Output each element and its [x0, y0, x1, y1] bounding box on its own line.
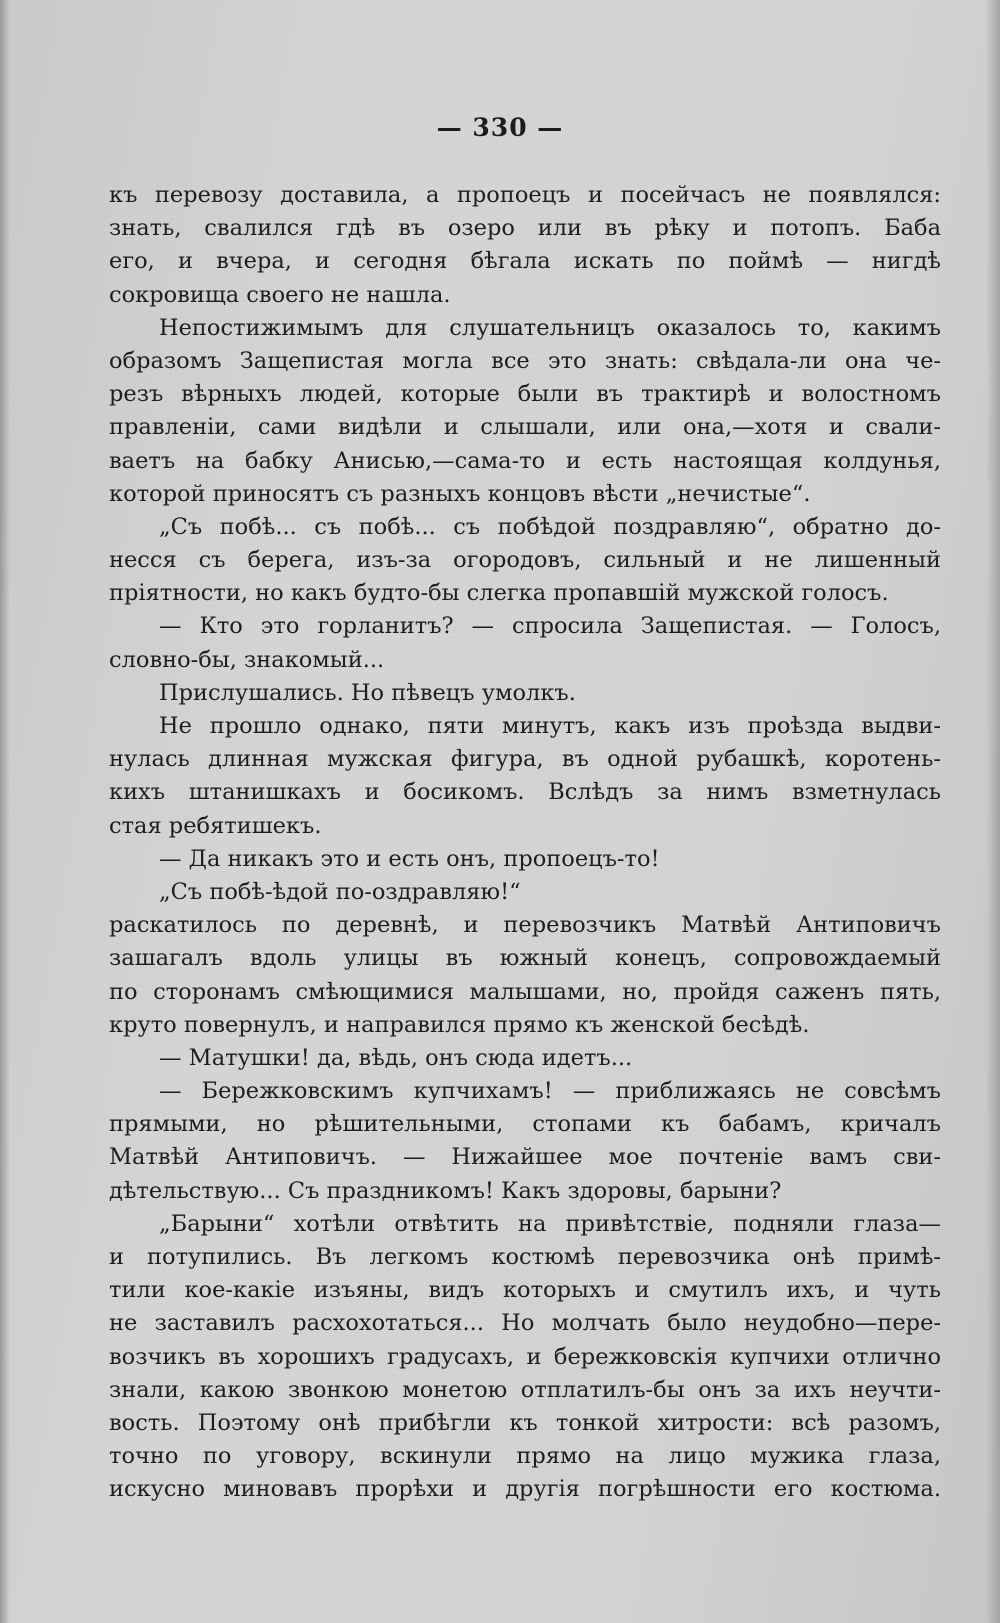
text-line: „Съ побѣ... съ побѣ... съ побѣдой поздравляю“, обратно до-	[159, 513, 941, 540]
page-shadow-right	[986, 0, 1000, 1623]
text-line: точно по уговору, вскинули прямо на лицо мужика глаза,	[109, 1443, 941, 1470]
text-line: резъ вѣрныхъ людей, которые были въ трактирѣ и волостномъ	[109, 381, 941, 408]
text-line: — Кто это горланитъ? — спросила Защепистая. — Голосъ,	[159, 613, 941, 640]
text-line: возчикъ въ хорошихъ градусахъ, и бережковскія купчихи отлично	[109, 1343, 941, 1370]
text-line: Прислушались. Но пѣвецъ умолкъ.	[159, 679, 576, 706]
text-line: раскатилось по деревнѣ, и перевозчикъ Матвѣй Антиповичъ	[109, 912, 941, 939]
text-line: его, и вчера, и сегодня бѣгала искать по поймѣ — нигдѣ	[109, 248, 941, 275]
text-line: Не прошло однако, пяти минутъ, какъ изъ проѣзда выдви-	[159, 713, 941, 739]
text-line: стая ребятишекъ.	[109, 812, 322, 839]
text-line: сокровища своего не нашла.	[109, 281, 451, 308]
text-line: несся съ берега, изъ-за огородовъ, сильный и не лишенный	[109, 547, 941, 574]
text-line: которой приносятъ съ разныхъ концовъ вѣсти „нечистые“.	[109, 480, 811, 507]
text-line: Матвѣй Антиповичъ. — Нижайшее мое почтеніе вамъ сви-	[109, 1144, 941, 1171]
text-line: Непостижимымъ для слушательницъ оказалось то, какимъ	[159, 314, 941, 341]
text-line: не заставилъ расхохотаться... Но молчать было неудобно—пере-	[109, 1310, 941, 1337]
text-line: знать, свалился гдѣ въ озеро или въ рѣку и потопъ. Баба	[109, 215, 941, 242]
page-number: — 330 —	[436, 113, 564, 142]
text-line: зашагалъ вдоль улицы въ южный конецъ, сопровождаемый	[109, 945, 941, 972]
text-line: знали, какою звонкою монетою отплатилъ-бы онъ за ихъ неучти-	[109, 1376, 941, 1403]
text-line: пріятности, но какъ будто-бы слегка пропавшій мужской голосъ.	[109, 580, 889, 607]
text-line: круто повернулъ, и направился прямо къ женской бесѣдѣ.	[109, 1011, 810, 1038]
text-line: ваетъ на бабку Анисью,—сама-то и есть настоящая колдунья,	[109, 447, 941, 474]
text-line: — Да никакъ это и есть онъ, пропоецъ-то!	[159, 845, 660, 872]
text-line: — Матушки! да, вѣдь, онъ сюда идетъ...	[159, 1044, 633, 1071]
text-line: правленіи, сами видѣли и слышали, или она,—хотя и свали-	[109, 414, 941, 441]
text-line: нулась длинная мужская фигура, въ одной рубашкѣ, коротень-	[109, 746, 941, 773]
text-line: дѣтельствую... Съ праздникомъ! Какъ здоровы, барыни?	[109, 1177, 782, 1204]
text-line: „Барыни“ хотѣли отвѣтить на привѣтствіе, подняли глаза—	[159, 1210, 941, 1237]
text-line: словно-бы, знакомый...	[109, 646, 385, 673]
text-line: образомъ Защепистая могла все это знать: свѣдала-ли она че-	[109, 347, 941, 374]
page-shadow-left	[0, 0, 10, 1623]
text-line: кихъ штанишкахъ и босикомъ. Вслѣдъ за нимъ взметнулась	[109, 779, 941, 806]
text-line: — Бережковскимъ купчихамъ! — приближаясь не совсѣмъ	[159, 1078, 941, 1105]
text-line: вость. Поэтому онѣ прибѣгли къ тонкой хитрости: всѣ разомъ,	[109, 1409, 941, 1436]
text-line: по сторонамъ смѣющимися малышами, но, пройдя саженъ пять,	[109, 978, 941, 1005]
text-line: и потупились. Въ легкомъ костюмѣ перевозчика онѣ примѣ-	[109, 1244, 941, 1270]
body-text	[109, 179, 941, 1507]
text-line: „Съ побѣ-ѣдой по-оздравляю!“	[159, 878, 521, 905]
text-line: искусно миновавъ прорѣхи и другія погрѣшности его костюма.	[109, 1476, 941, 1503]
text-line: тили кое-какіе изъяны, видъ которыхъ и смутилъ ихъ, и чуть	[109, 1277, 941, 1304]
text-line: къ перевозу доставила, а пропоецъ и посейчасъ не появлялся:	[109, 182, 941, 208]
text-line: прямыми, но рѣшительными, стопами къ бабамъ, кричалъ	[109, 1111, 941, 1138]
